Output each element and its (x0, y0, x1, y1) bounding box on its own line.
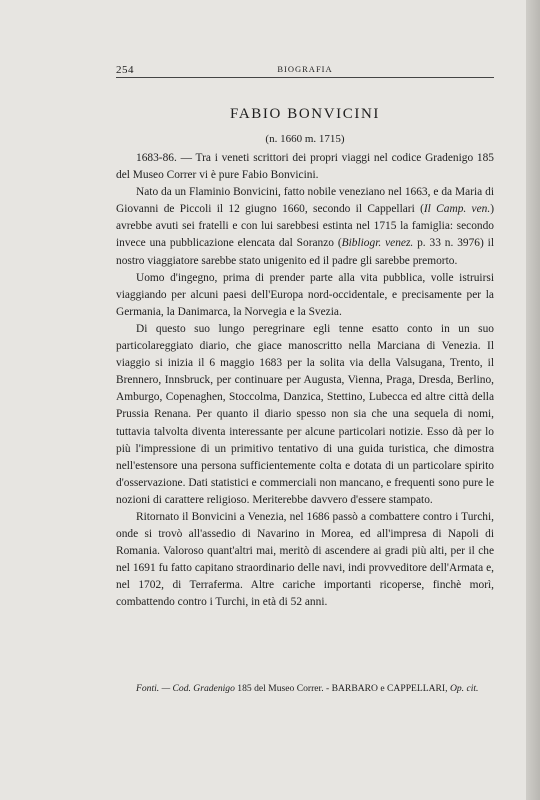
text-run: ) avrebbe avuti sei fratelli e con lui sarebbesi estinta nel 1715 la famiglia: secondo invece una pubblicazione elencata dal Soranzo ( (116, 203, 495, 250)
entry-dates: (n. 1660 m. 1715) (265, 133, 345, 145)
italic-text: Bibliogr. venez. (341, 237, 414, 250)
italic-text: Fonti. — Cod. Gradenigo (136, 683, 235, 694)
text-run: 185 del Museo Correr. - BARBARO e CAPPELLARI, (234, 683, 450, 694)
text-run: Ritornato il Bonvicini a Venezia, nel 1686 passò a combattere contro i Turchi, onde si trovò all'assedio di Navarino in Morea, ed all'impresa di Napoli di Romania. Valoroso quant'altri mai, meritò di ascendere ai gradi più alti, per il che nel 1691 fu fatto capitano straordinario delle navi, indi provveditore dell'Armata e, nel 1702, di Terraferma. Altre cariche importanti ricoperse, finchè morì, combattendo contro i Turchi, in età di 52 anni. (116, 510, 494, 609)
body-paragraph (116, 509, 494, 612)
entry-title: FABIO BONVICINI (230, 106, 380, 122)
page-number: 254 (116, 64, 134, 76)
body-paragraph (116, 270, 494, 321)
page-edge-shadow (526, 0, 540, 800)
italic-text: Il Camp. ven. (423, 203, 491, 216)
italic-text: Op. cit. (449, 683, 479, 694)
text-run: p. 33 n. 3976) il nostro viaggiatore sarebbe stato unigenito ed il padre gli sarebbe premorto. (116, 237, 494, 267)
entry-body (116, 150, 494, 612)
sources-note (116, 681, 494, 696)
running-head: BIOGRAFIA (277, 64, 333, 74)
text-run: Nato da un Flaminio Bonvicini, fatto nobile veneziano nel 1663, e da Maria di Giovanni de Piccoli il 12 giugno 1660, secondo il Cappellari ( (116, 186, 494, 216)
body-paragraph (116, 321, 494, 509)
text-run: Di questo suo lungo peregrinare egli tenne esatto conto in un suo particolareggiato diario, che giace manoscritto nella Marciana di Venezia. Il viaggio si inizia il 6 maggio 1683 per la solita via della Valsugana, Trento, il Brennero, Innsbruck, per continuare per Augusta, Vienna, Praga, Dresda, Berlino, Amburgo, Copenaghen, Stoccolma, Danzica, Stettino, Lubecca ed altre città della Prussia Renana. Per quanto il diario spesso non sia che una sequela di nomi, tuttavia talvolta diventa interessante per alcune particolari notizie. Esso dà per lo più l'impressione di un primitivo tentativo di una guida turistica, che dimostra nell'estensore una persona sufficientemente colta e dotata di un particolare spirito d'osservazione. Dati statistici e commerciali non mancano, e frequenti sono pure le nozioni di carattere religioso. Meriterebbe davvero d'essere stampato. (116, 322, 494, 506)
body-paragraph (116, 184, 494, 269)
header-rule (116, 77, 494, 78)
text-run: Uomo d'ingegno, prima di prender parte alla vita pubblica, volle istruirsi viaggiando per alcuni paesi dell'Europa nord-occidentale, e precisamente per la Germania, la Danimarca, la Norvegia e la Svezia. (116, 271, 494, 318)
page-header (116, 62, 494, 76)
body-paragraph (116, 150, 494, 184)
text-run: 1683-86. — Tra i veneti scrittori dei propri viaggi nel codice Gradenigo 185 del Museo Correr vi è pure Fabio Bonvicini. (116, 152, 494, 182)
